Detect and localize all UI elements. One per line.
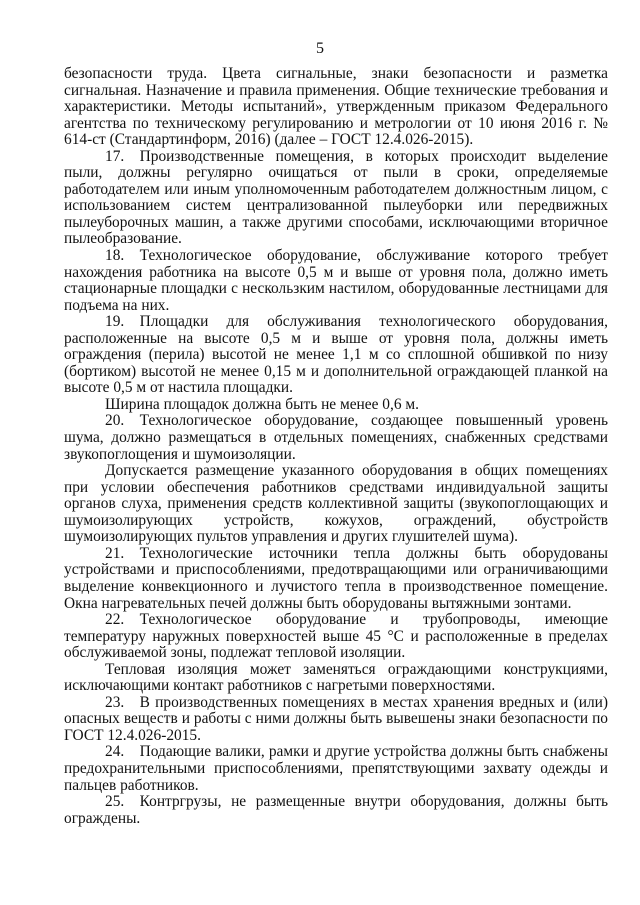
paragraph-20-allowance: Допускается размещение указанного оборудования в общих помещениях при условии обеспечения работников средствами индивидуальной защиты органов слуха, применения средств коллективной защиты (звукопоглощающих и шумоизолирующих устройств, кожухов, ограждений, обустройств шумоизолирующих пультов управления и других глушителей шума). (64, 462, 608, 546)
paragraph-22: 22. Технологическое оборудование и трубопроводы, имеющие температуру наружных поверхностей выше 45 °С и расположенные в пределах обслуживаемой зоны, подлежат тепловой изоляции. (64, 611, 608, 662)
page-number: 5 (316, 40, 324, 57)
paragraph-25: 25. Контргрузы, не размещенные внутри оборудования, должны быть ограждены. (64, 793, 608, 827)
paragraph-continuation: безопасности труда. Цвета сигнальные, знаки безопасности и разметка сигнальная. Назначение и правила применения. Общие технические требования и характеристики. Методы испытаний», утвержденным приказом Федерального агентства по техническому регулированию и метрологии от 10 июня 2016 г. № 614-ст (Стандартинформ, 2016) (далее – ГОСТ 12.4.026-2015). (64, 65, 608, 149)
paragraph-19-platform-width: Ширина площадок должна быть не менее 0,6 м. (105, 395, 419, 413)
paragraph-22-insulation: Тепловая изоляция может заменяться ограждающими конструкциями, исключающими контакт работников с нагретыми поверхностями. (64, 660, 608, 695)
paragraph-18: 18. Технологическое оборудование, обслуживание которого требует нахождения работника на высоте 0,5 м и выше от уровня пола, должно иметь стационарные площадки с нескользким настилом, оборудованные лестницами для подъема на них. (64, 247, 608, 314)
paragraph-23: 23. В производственных помещениях в местах хранения вредных и (или) опасных веществ и работы с ними должны быть вывешены знаки безопасности по ГОСТ 12.4.026-2015. (64, 693, 608, 744)
paragraph-20: 20. Технологическое оборудование, создающее повышенный уровень шума, должно размещаться в отдельных помещениях, снабженных средствами звукопоглощения и шумоизоляции. (64, 412, 608, 463)
paragraph-17: 17. Производственные помещения, в которых происходит выделение пыли, должны регулярно очищаться от пыли в сроки, определяемые работодателем или иным уполномоченным работодателем должностным лицом, с использованием систем централизованной пылеуборки или передвижных пылеуборочных машин, а также другими способами, исключающими вторичное пылеобразование. (64, 147, 608, 248)
paragraph-21: 21. Технологические источники тепла должны быть оборудованы устройствами и приспособлениями, предотвращающими или ограничивающими выделение конвекционного и лучистого тепла в производственное помещение. Окна нагревательных печей должны быть оборудованы вытяжными зонтами. (64, 544, 608, 612)
page-body (64, 66, 608, 827)
paragraph-19: 19. Площадки для обслуживания технологического оборудования, расположенные на высоте 0,5 м и выше от уровня пола, должны иметь ограждения (перила) высотой не менее 1,1 м со сплошной обшивкой по низу (бортиком) высотой не менее 0,15 м и дополнительной ограждающей планкой на высоте 0,5 м от настила площадки. (64, 313, 608, 397)
paragraph-24: 24. Подающие валики, рамки и другие устройства должны быть снабжены предохранительными приспособлениями, препятствующими захвату одежды и пальцев работников. (64, 743, 608, 794)
